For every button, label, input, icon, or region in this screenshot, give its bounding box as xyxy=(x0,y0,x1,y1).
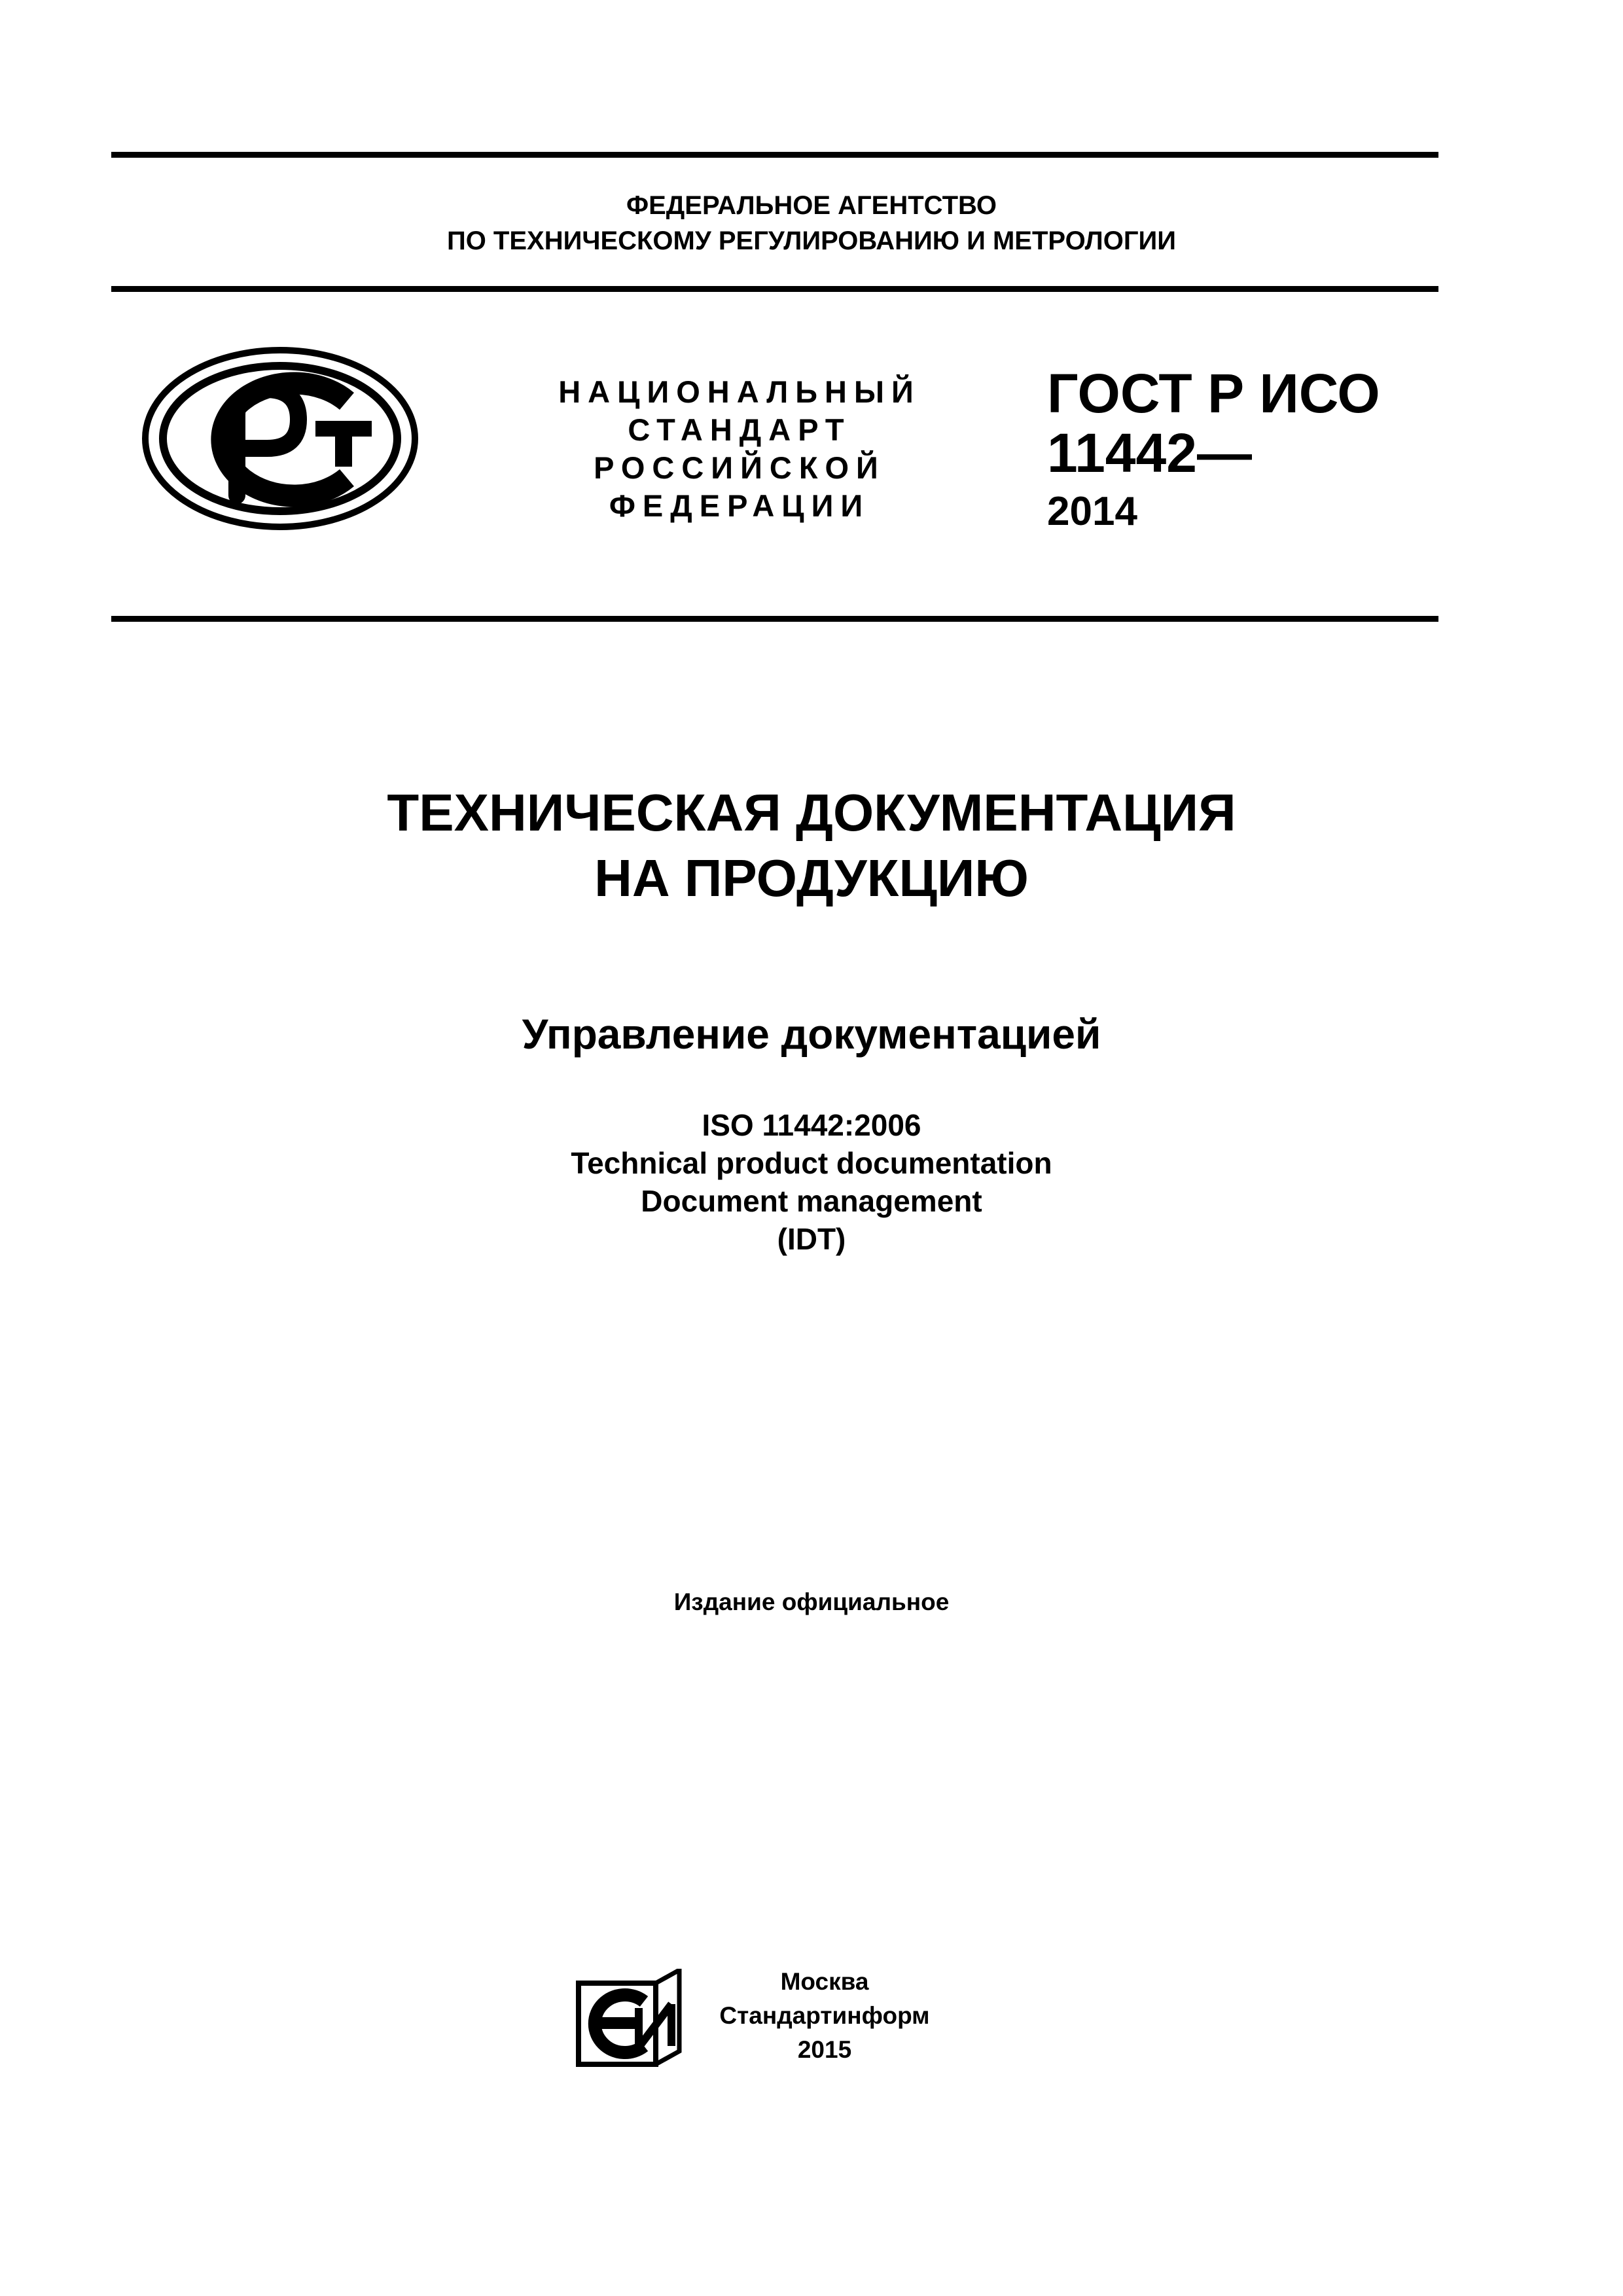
header-bottom-rule xyxy=(111,286,1438,292)
iso-title-line-2: Document management xyxy=(641,1184,982,1218)
document-title xyxy=(0,780,1623,911)
edition-label: Издание официальное xyxy=(673,1588,950,1615)
designation-line-1: ГОСТ Р ИСО xyxy=(1047,363,1380,424)
imprint-city: Москва xyxy=(780,1968,869,1995)
designation-year: 2014 xyxy=(1047,489,1137,534)
iso-equivalence: (IDT) xyxy=(777,1222,846,1256)
standartinform-logo-icon xyxy=(576,1969,682,2067)
imprint-year: 2015 xyxy=(797,2036,852,2063)
rst-mark-icon xyxy=(139,344,421,533)
iso-title-line-1: Technical product documentation xyxy=(571,1146,1052,1180)
national-line-4: ФЕДЕРАЦИИ xyxy=(609,488,870,523)
national-line-3: РОССИЙСКОЙ xyxy=(594,450,885,485)
imprint xyxy=(707,1965,942,2067)
agency-header xyxy=(0,188,1623,259)
standard-designation xyxy=(1047,363,1414,541)
document-subtitle: Управление документацией xyxy=(522,1011,1101,1058)
title-line-2: НА ПРОДУКЦИЮ xyxy=(594,849,1029,907)
international-reference xyxy=(0,1106,1623,1258)
iso-number: ISO 11442:2006 xyxy=(702,1108,921,1142)
agency-line-1: ФЕДЕРАЛЬНОЕ АГЕНТСТВО xyxy=(626,191,997,220)
national-line-2: СТАНДАРТ xyxy=(628,412,851,447)
title-line-1: ТЕХНИЧЕСКАЯ ДОКУМЕНТАЦИЯ xyxy=(387,783,1236,842)
designation-line-2: 11442— xyxy=(1047,422,1252,484)
imprint-publisher: Стандартинформ xyxy=(719,2002,930,2029)
agency-line-2: ПО ТЕХНИЧЕСКОМУ РЕГУЛИРОВАНИЮ И МЕТРОЛОГИИ xyxy=(446,226,1177,255)
designation-bottom-rule xyxy=(111,616,1438,622)
national-standard-label xyxy=(524,373,955,525)
national-line-1: НАЦИОНАЛЬНЫЙ xyxy=(558,374,921,409)
top-rule xyxy=(111,152,1438,158)
